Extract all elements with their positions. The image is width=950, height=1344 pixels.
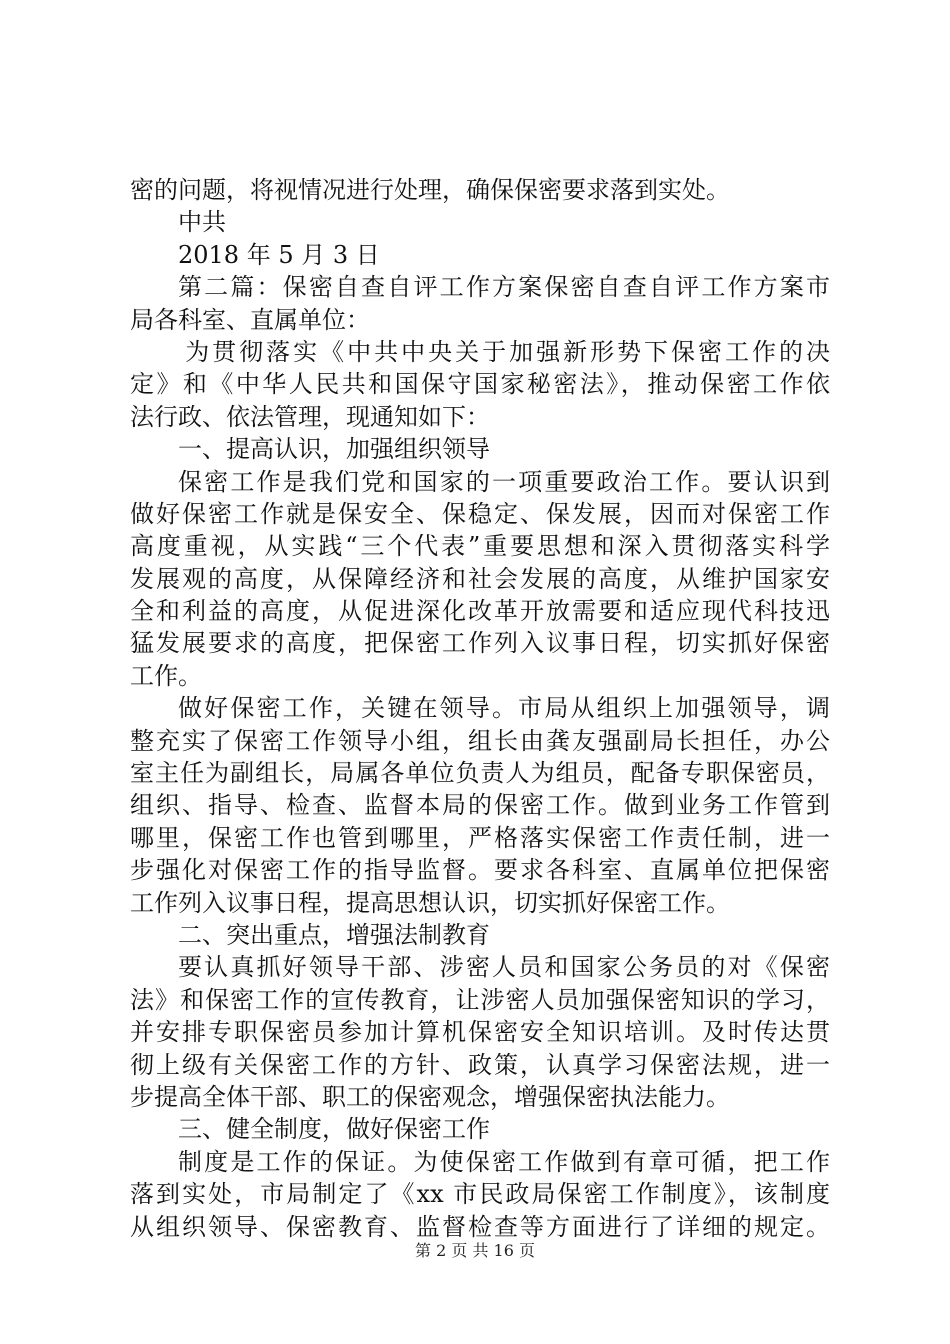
text-line: 哪里，保密工作也管到哪里，严格落实保密工作责任制，进一 <box>130 823 830 852</box>
text-line: 二、突出重点，增强法制教育 <box>178 920 490 949</box>
text-line: 密的问题，将视情况进行处理，确保保密要求落到实处。 <box>130 176 730 204</box>
text-line: 法行政、依法管理，现通知如下： <box>130 402 490 431</box>
text-line: 猛发展要求的高度，把保密工作列入议事日程，切实抓好保密 <box>130 629 830 658</box>
text-line: 为贯彻落实《中共中央关于加强新形势下保密工作的决 <box>185 337 830 366</box>
text-line: 工作列入议事日程，提高思想认识，切实抓好保密工作。 <box>130 888 730 917</box>
text-line: 一、提高认识，加强组织领导 <box>178 435 490 464</box>
page-footer: 第 2 页 共 16 页 <box>415 1241 535 1260</box>
text-line: 保密工作是我们党和国家的一项重要政治工作。要认识到 <box>178 467 830 496</box>
text-line: 从组织领导、保密教育、监督检查等方面进行了详细的规定。 <box>130 1212 830 1241</box>
text-line: 局各科室、直属单位： <box>130 305 370 334</box>
text-line: 制度是工作的保证。为使保密工作做到有章可循，把工作 <box>178 1147 830 1176</box>
text-line: 整充实了保密工作领导小组，组长由龚友强副局长担任，办公 <box>130 726 830 755</box>
text-line: 步强化对保密工作的指导监督。要求各科室、直属单位把保密 <box>130 856 830 885</box>
text-line: 三、健全制度，做好保密工作 <box>178 1115 490 1144</box>
text-line: 第二篇：保密自查自评工作方案保密自查自评工作方案市 <box>178 273 830 302</box>
text-line: 做好保密工作，关键在领导。市局从组织上加强领导，调 <box>178 694 830 723</box>
text-line: 室主任为副组长，局属各单位负责人为组员，配备专职保密员， <box>130 759 830 788</box>
text-line: 工作。 <box>130 661 202 690</box>
text-line: 要认真抓好领导干部、涉密人员和国家公务员的对《保密 <box>178 953 830 982</box>
text-line: 落到实处，市局制定了《xx 市民政局保密工作制度》，该制度 <box>130 1180 830 1209</box>
text-line: 2018 年 5 月 3 日 <box>178 240 380 269</box>
text-line: 组织、指导、检查、监督本局的保密工作。做到业务工作管到 <box>130 791 830 820</box>
document-body <box>130 174 830 1243</box>
text-line: 步提高全体干部、职工的保密观念，增强保密执法能力。 <box>130 1082 730 1111</box>
text-line: 全和利益的高度，从促进深化改革开放需要和适应现代科技迅 <box>130 597 830 626</box>
text-line: 高度重视，从实践“三个代表”重要思想和深入贯彻落实科学 <box>130 532 830 561</box>
text-line: 彻上级有关保密工作的方针、政策，认真学习保密法规，进一 <box>130 1050 830 1079</box>
text-line: 法》和保密工作的宣传教育，让涉密人员加强保密知识的学习， <box>130 985 830 1014</box>
text-line: 定》和《中华人民共和国保守国家秘密法》，推动保密工作依 <box>130 370 830 399</box>
text-line: 中共 <box>178 208 226 237</box>
text-line: 并安排专职保密员参加计算机保密安全知识培训。及时传达贯 <box>130 1018 830 1047</box>
text-line: 做好保密工作就是保安全、保稳定、保发展，因而对保密工作 <box>130 499 830 528</box>
text-line: 发展观的高度，从保障经济和社会发展的高度，从维护国家安 <box>130 564 830 593</box>
